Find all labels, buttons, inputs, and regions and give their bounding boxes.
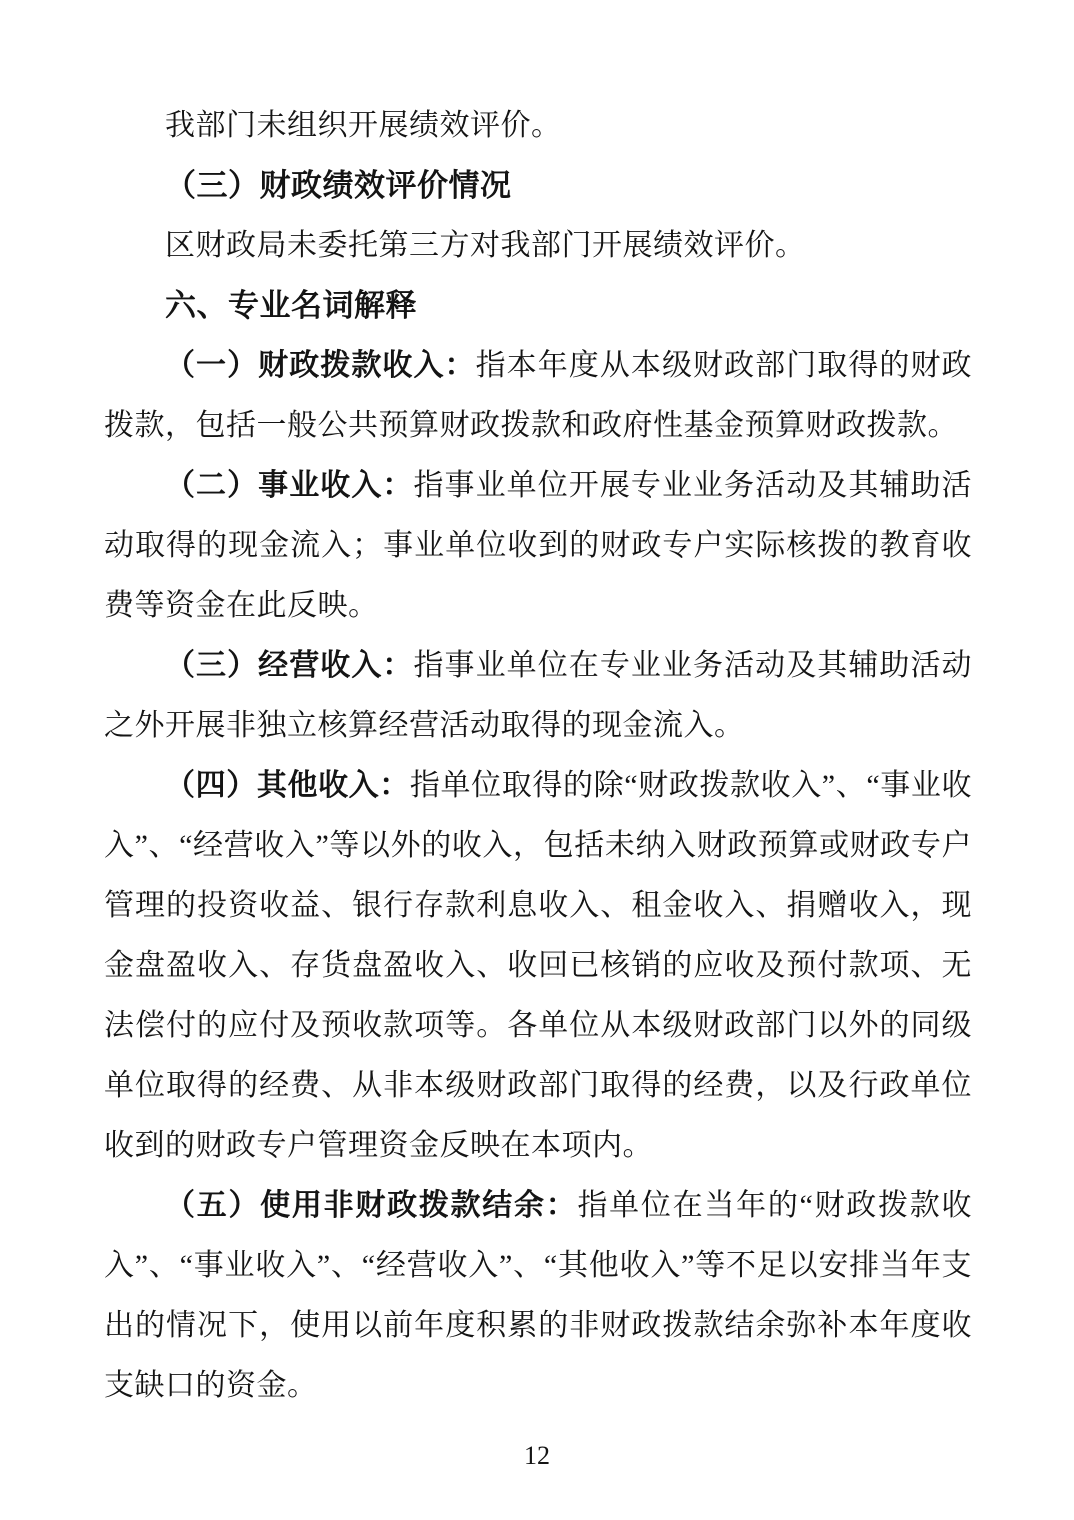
- paragraph-no-performance-evaluation: 我部门未组织开展绩效评价。: [165, 109, 562, 142]
- term-definition-text: 指事业单位开展专业业务活动及其辅助活动取得的现金流入；事业单位收到的财政专户实际核拨的教育收费等资金在此反映。: [104, 469, 973, 622]
- term-label: （四）其他收入：: [165, 769, 410, 802]
- paragraph-finance-bureau-no-third-party: 区财政局未委托第三方对我部门开展绩效评价。: [165, 229, 806, 262]
- term-definition-business-income: [104, 636, 972, 756]
- term-label: （五）使用非财政拨款结余：: [165, 1189, 578, 1222]
- term-definition-operating-income: [104, 456, 972, 636]
- term-definition-text: 指单位在当年的“财政拨款收入”、“事业收入”、“经营收入”、“其他收入”等不足以安排当年支出的情况下，使用以前年度积累的非财政拨款结余弥补本年度收支缺口的资金。: [104, 1189, 972, 1402]
- term-label: （二）事业收入：: [165, 469, 414, 502]
- page-number: 12: [524, 1441, 550, 1470]
- document-body: [104, 96, 972, 1416]
- term-definition-text: 指事业单位在专业业务活动及其辅助活动之外开展非独立核算经营活动取得的现金流入。: [104, 649, 973, 742]
- term-definition-text: 指本年度从本级财政部门取得的财政拨款，包括一般公共预算财政拨款和政府性基金预算财政拨款。: [104, 349, 973, 442]
- term-definition-fiscal-appropriation-income: [104, 336, 972, 456]
- term-definition-use-of-non-fiscal-balance: [104, 1176, 972, 1416]
- term-definition-text: 指单位取得的除“财政拨款收入”、“事业收入”、“经营收入”等以外的收入，包括未纳入财政预算或财政专户管理的投资收益、银行存款利息收入、租金收入、捐赠收入，现金盘盈收入、存货盘盈收入、收回已核销的应收及预付款项、无法偿付的应付及预收款项等。各单位从本级财政部门以外的同级单位取得的经费、从非本级财政部门取得的经费，以及行政单位收到的财政专户管理资金反映在本项内。: [104, 769, 972, 1162]
- heading-section-6-terminology: 六、专业名词解释: [165, 288, 417, 323]
- term-label: （一）财政拨款收入：: [165, 349, 476, 382]
- term-definition-other-income: [104, 756, 972, 1176]
- term-label: （三）经营收入：: [165, 649, 414, 682]
- heading-section-3-fiscal-performance-evaluation: （三）财政绩效评价情况: [165, 168, 512, 203]
